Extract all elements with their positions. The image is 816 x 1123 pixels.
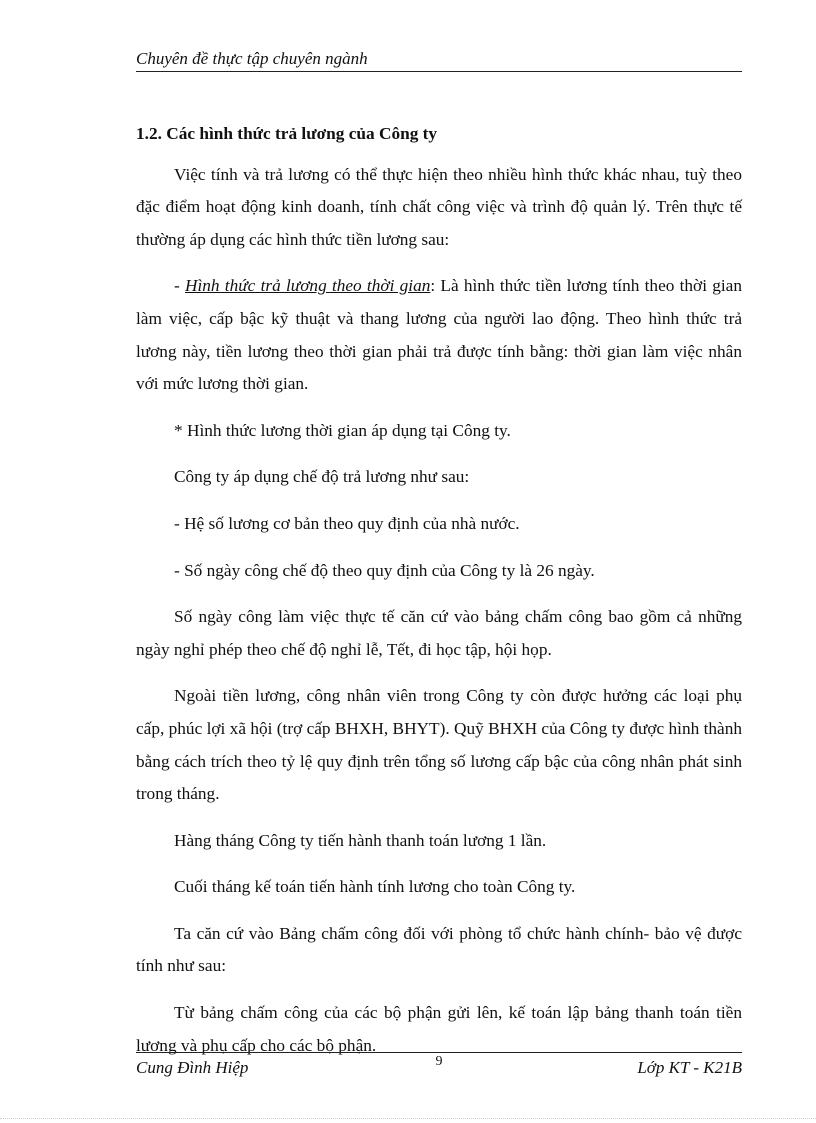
paragraph-1: Việc tính và trả lương có thể thực hiện theo nhiều hình thức khác nhau, tuỳ theo đặc điểm hoạt động kinh doanh, tính chất công việc và trình độ quản lý. Trên thực tế thường áp dụng các hình thức tiền lương sau: — [136, 164, 742, 249]
paragraph-5: - Hệ số lương cơ bản theo quy định của nhà nước. — [174, 513, 520, 533]
footer-author: Cung Đình Hiệp — [136, 1058, 249, 1077]
page-edge-divider — [0, 1118, 816, 1119]
paragraph-3: * Hình thức lương thời gian áp dụng tại Công ty. — [174, 420, 511, 440]
footer-class: Lớp KT - K21B — [637, 1058, 742, 1077]
paragraph-4: Công ty áp dụng chế độ trả lương như sau: — [174, 467, 470, 487]
paragraph-11: Ta căn cứ vào Bảng chấm công đối với phòng tổ chức hành chính- bảo vệ được tính như sau: — [136, 923, 742, 976]
paragraph-10: Cuối tháng kế toán tiến hành tính lương cho toàn Công ty. — [174, 877, 576, 897]
header-title: Chuyên đề thực tập chuyên ngành — [136, 49, 368, 68]
paragraph-9: Hàng tháng Công ty tiến hành thanh toán lương 1 lần. — [174, 830, 547, 850]
page-footer — [136, 1052, 742, 1083]
paragraph-2-rest: : Là hình thức tiền lương tính theo thời gian làm việc, cấp bậc kỹ thuật và thang lương của người lao động. Theo hình thức trả lương này, tiền lương theo thời gian phải trả được tính bằng: thời gian làm việc nhân với mức lương thời gian. — [136, 276, 742, 394]
paragraph-2 — [136, 270, 742, 400]
paragraph-7: Số ngày công làm việc thực tế căn cứ vào bảng chấm công bao gồm cả những ngày nghỉ phép theo chế độ nghỉ lễ, Tết, đi học tập, hội họp. — [136, 607, 742, 659]
page-header — [136, 48, 742, 72]
paragraph-8: Ngoài tiền lương, công nhân viên trong Công ty còn được hưởng các loại phụ cấp, phúc lợi xã hội (trợ cấp BHXH, BHYT). Quỹ BHXH của Công ty được hình thành bằng cách trích theo tỷ lệ quy định trên tổng số lương cấp bậc của công nhân phát sinh trong tháng. — [136, 686, 742, 804]
paragraph-2-prefix: - — [174, 276, 185, 296]
paragraph-6: - Số ngày công chế độ theo quy định của Công ty là 26 ngày. — [174, 560, 595, 580]
paragraph-12: Từ bảng chấm công của các bộ phận gửi lên, kế toán lập bảng thanh toán tiền lương và phụ cấp cho các bộ phận. — [136, 1003, 742, 1055]
page-number: 9 — [435, 1054, 443, 1069]
document-body — [136, 118, 742, 1062]
paragraph-2-term: Hình thức trả lương theo thời gian — [185, 276, 431, 296]
section-heading: 1.2. Các hình thức trả lương của Công ty — [136, 124, 438, 143]
